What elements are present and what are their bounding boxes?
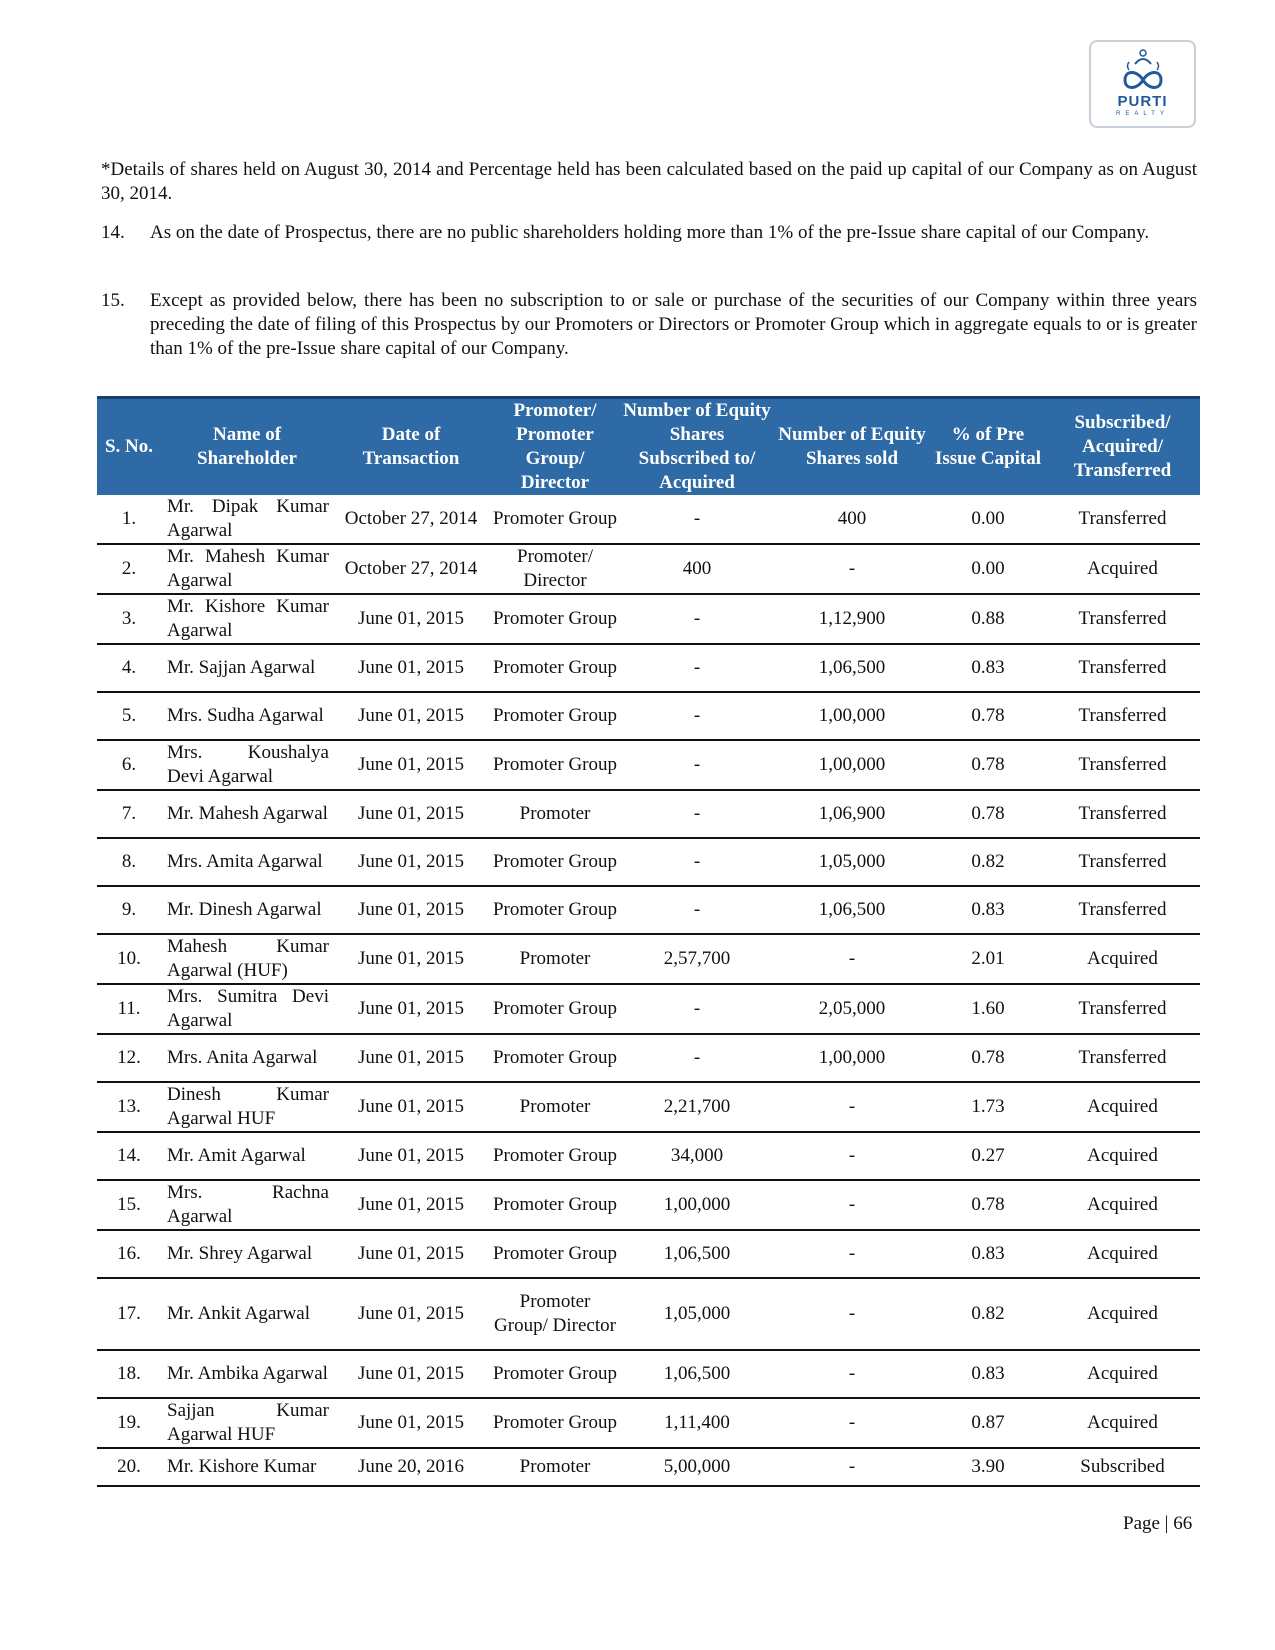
cell-shareholder-name: Mr. Kishore Kumar [161, 1448, 333, 1486]
cell-pre-issue-percent: 0.82 [931, 1278, 1045, 1350]
cell-transaction-type: Transferred [1045, 790, 1200, 838]
cell-shareholder-name: Mr. Dipak Kumar Agarwal [161, 495, 333, 544]
cell-shares-sold: 1,12,900 [773, 594, 931, 644]
cell-transaction-date: June 01, 2015 [333, 934, 489, 984]
cell-category: Promoter Group [489, 1398, 621, 1448]
cell-transaction-date: June 01, 2015 [333, 886, 489, 934]
cell-serial-no: 7. [97, 790, 161, 838]
cell-transaction-date: June 01, 2015 [333, 1034, 489, 1082]
cell-shares-acquired: - [621, 886, 773, 934]
cell-transaction-type: Transferred [1045, 495, 1200, 544]
table-row [97, 1082, 1200, 1132]
cell-shares-acquired: - [621, 495, 773, 544]
cell-transaction-type: Acquired [1045, 1398, 1200, 1448]
item-number: 14. [101, 222, 125, 243]
cell-category: Promoter Group/ Director [489, 1278, 621, 1350]
cell-shares-acquired: 5,00,000 [621, 1448, 773, 1486]
cell-shares-acquired: 2,21,700 [621, 1082, 773, 1132]
table-row [97, 692, 1200, 740]
table-row [97, 1180, 1200, 1230]
cell-transaction-date: June 01, 2015 [333, 1230, 489, 1278]
cell-category: Promoter Group [489, 740, 621, 790]
cell-transaction-type: Acquired [1045, 1230, 1200, 1278]
header-shareholder-name: Name of Shareholder [161, 398, 333, 496]
cell-shares-sold: 1,06,500 [773, 644, 931, 692]
cell-transaction-type: Transferred [1045, 984, 1200, 1034]
cell-shareholder-name: Mr. Kishore Kumar Agarwal [161, 594, 333, 644]
table-row [97, 838, 1200, 886]
cell-pre-issue-percent: 0.78 [931, 1034, 1045, 1082]
cell-shares-acquired: - [621, 594, 773, 644]
cell-serial-no: 14. [97, 1132, 161, 1180]
item-number: 15. [101, 290, 125, 311]
table-row [97, 594, 1200, 644]
logo-subtitle: REALTY [1116, 111, 1169, 117]
header-category: Promoter/ Promoter Group/ Director [489, 398, 621, 496]
cell-pre-issue-percent: 0.83 [931, 1230, 1045, 1278]
cell-transaction-type: Acquired [1045, 1180, 1200, 1230]
cell-shares-acquired: 1,05,000 [621, 1278, 773, 1350]
cell-shareholder-name: Sajjan Kumar Agarwal HUF [161, 1398, 333, 1448]
cell-transaction-date: June 01, 2015 [333, 1278, 489, 1350]
cell-serial-no: 17. [97, 1278, 161, 1350]
table-row [97, 886, 1200, 934]
cell-serial-no: 5. [97, 692, 161, 740]
cell-shares-acquired: 1,11,400 [621, 1398, 773, 1448]
cell-serial-no: 8. [97, 838, 161, 886]
table-row [97, 495, 1200, 544]
cell-shareholder-name: Dinesh Kumar Agarwal HUF [161, 1082, 333, 1132]
list-item-14 [101, 221, 1197, 269]
cell-transaction-date: June 20, 2016 [333, 1448, 489, 1486]
list-item-15 [101, 289, 1197, 361]
cell-shares-acquired: 2,57,700 [621, 934, 773, 984]
table-row [97, 644, 1200, 692]
cell-serial-no: 15. [97, 1180, 161, 1230]
cell-category: Promoter Group [489, 1230, 621, 1278]
cell-shares-sold: - [773, 1132, 931, 1180]
cell-serial-no: 4. [97, 644, 161, 692]
cell-transaction-type: Transferred [1045, 886, 1200, 934]
cell-category: Promoter Group [489, 495, 621, 544]
cell-shares-acquired: 400 [621, 544, 773, 594]
cell-shares-sold: - [773, 1350, 931, 1398]
cell-pre-issue-percent: 1.73 [931, 1082, 1045, 1132]
table-header-row [97, 398, 1200, 496]
cell-serial-no: 18. [97, 1350, 161, 1398]
header-transaction-type: Subscribed/ Acquired/ Transferred [1045, 398, 1200, 496]
cell-shareholder-name: Mr. Dinesh Agarwal [161, 886, 333, 934]
header-transaction-date: Date of Transaction [333, 398, 489, 496]
cell-transaction-date: June 01, 2015 [333, 594, 489, 644]
cell-shareholder-name: Mr. Sajjan Agarwal [161, 644, 333, 692]
cell-transaction-type: Acquired [1045, 1350, 1200, 1398]
cell-category: Promoter [489, 934, 621, 984]
cell-transaction-date: June 01, 2015 [333, 1180, 489, 1230]
footnote: *Details of shares held on August 30, 2014 and Percentage held has been calculated based on the paid up capital of our Company as on August 30, 2014. [101, 159, 1197, 204]
cell-shares-sold: 1,05,000 [773, 838, 931, 886]
cell-transaction-date: June 01, 2015 [333, 1132, 489, 1180]
cell-shares-sold: 1,06,500 [773, 886, 931, 934]
cell-shareholder-name: Mrs. Koushalya Devi Agarwal [161, 740, 333, 790]
cell-category: Promoter Group [489, 1180, 621, 1230]
cell-shares-acquired: 1,00,000 [621, 1180, 773, 1230]
cell-shareholder-name: Mr. Shrey Agarwal [161, 1230, 333, 1278]
purti-logo-icon [1115, 48, 1171, 92]
cell-pre-issue-percent: 0.87 [931, 1398, 1045, 1448]
table-row [97, 740, 1200, 790]
cell-transaction-date: June 01, 2015 [333, 1082, 489, 1132]
cell-transaction-type: Acquired [1045, 544, 1200, 594]
header-pre-issue-percent: % of Pre Issue Capital [931, 398, 1045, 496]
cell-shares-sold: - [773, 1082, 931, 1132]
cell-category: Promoter Group [489, 984, 621, 1034]
cell-transaction-type: Transferred [1045, 740, 1200, 790]
table-row [97, 1230, 1200, 1278]
company-logo [1089, 40, 1196, 128]
cell-shares-sold: 400 [773, 495, 931, 544]
cell-shares-acquired: - [621, 1034, 773, 1082]
cell-transaction-type: Acquired [1045, 1278, 1200, 1350]
table-row [97, 1350, 1200, 1398]
cell-shares-sold: 1,00,000 [773, 1034, 931, 1082]
table-row [97, 790, 1200, 838]
cell-shares-sold: - [773, 934, 931, 984]
cell-pre-issue-percent: 0.78 [931, 740, 1045, 790]
logo-brand: PURTI [1117, 93, 1168, 110]
cell-shares-sold: - [773, 1278, 931, 1350]
cell-transaction-type: Acquired [1045, 1132, 1200, 1180]
table-row [97, 1448, 1200, 1486]
cell-shares-acquired: 1,06,500 [621, 1350, 773, 1398]
shareholder-transactions-table [97, 396, 1200, 1487]
table-row [97, 984, 1200, 1034]
cell-category: Promoter Group [489, 886, 621, 934]
cell-serial-no: 6. [97, 740, 161, 790]
cell-shares-sold: - [773, 1180, 931, 1230]
cell-pre-issue-percent: 0.00 [931, 544, 1045, 594]
cell-shares-acquired: 34,000 [621, 1132, 773, 1180]
cell-shares-sold: 1,00,000 [773, 692, 931, 740]
cell-shares-acquired: - [621, 838, 773, 886]
cell-serial-no: 13. [97, 1082, 161, 1132]
cell-transaction-date: June 01, 2015 [333, 838, 489, 886]
cell-shares-sold: - [773, 1398, 931, 1448]
cell-category: Promoter Group [489, 1350, 621, 1398]
cell-shareholder-name: Mrs. Amita Agarwal [161, 838, 333, 886]
cell-category: Promoter Group [489, 838, 621, 886]
cell-category: Promoter Group [489, 644, 621, 692]
cell-transaction-type: Transferred [1045, 1034, 1200, 1082]
table-row [97, 934, 1200, 984]
table-row [97, 544, 1200, 594]
cell-serial-no: 1. [97, 495, 161, 544]
cell-serial-no: 16. [97, 1230, 161, 1278]
cell-shares-sold: - [773, 544, 931, 594]
cell-transaction-type: Transferred [1045, 692, 1200, 740]
cell-shareholder-name: Mr. Mahesh Agarwal [161, 790, 333, 838]
header-shares-acquired: Number of Equity Shares Subscribed to/ Acquired [621, 398, 773, 496]
table-row [97, 1278, 1200, 1350]
cell-pre-issue-percent: 0.27 [931, 1132, 1045, 1180]
cell-transaction-date: October 27, 2014 [333, 495, 489, 544]
cell-shareholder-name: Mrs. Sumitra Devi Agarwal [161, 984, 333, 1034]
cell-category: Promoter Group [489, 1034, 621, 1082]
cell-shares-sold: 1,00,000 [773, 740, 931, 790]
cell-transaction-type: Transferred [1045, 644, 1200, 692]
cell-shareholder-name: Mahesh Kumar Agarwal (HUF) [161, 934, 333, 984]
cell-transaction-type: Subscribed [1045, 1448, 1200, 1486]
cell-shares-sold: - [773, 1448, 931, 1486]
cell-serial-no: 2. [97, 544, 161, 594]
header-shares-sold: Number of Equity Shares sold [773, 398, 931, 496]
cell-transaction-type: Acquired [1045, 934, 1200, 984]
cell-category: Promoter Group [489, 594, 621, 644]
cell-serial-no: 3. [97, 594, 161, 644]
cell-transaction-date: June 01, 2015 [333, 1398, 489, 1448]
cell-shares-acquired: - [621, 692, 773, 740]
cell-shares-sold: 1,06,900 [773, 790, 931, 838]
cell-transaction-date: June 01, 2015 [333, 740, 489, 790]
cell-shares-acquired: 1,06,500 [621, 1230, 773, 1278]
table-row [97, 1132, 1200, 1180]
table-row [97, 1034, 1200, 1082]
cell-pre-issue-percent: 0.00 [931, 495, 1045, 544]
cell-pre-issue-percent: 3.90 [931, 1448, 1045, 1486]
cell-transaction-date: June 01, 2015 [333, 1350, 489, 1398]
cell-pre-issue-percent: 0.88 [931, 594, 1045, 644]
cell-serial-no: 12. [97, 1034, 161, 1082]
item-text: As on the date of Prospectus, there are no public shareholders holding more than 1% of the pre-Issue share capital of our Company. [150, 222, 1150, 243]
cell-serial-no: 11. [97, 984, 161, 1034]
page-number: Page | 66 [1123, 1513, 1193, 1534]
cell-shareholder-name: Mrs. Rachna Agarwal [161, 1180, 333, 1230]
cell-category: Promoter [489, 790, 621, 838]
cell-category: Promoter/ Director [489, 544, 621, 594]
cell-pre-issue-percent: 0.82 [931, 838, 1045, 886]
cell-pre-issue-percent: 0.83 [931, 886, 1045, 934]
cell-shareholder-name: Mr. Mahesh Kumar Agarwal [161, 544, 333, 594]
cell-serial-no: 9. [97, 886, 161, 934]
cell-transaction-type: Acquired [1045, 1082, 1200, 1132]
cell-transaction-date: October 27, 2014 [333, 544, 489, 594]
cell-pre-issue-percent: 0.83 [931, 1350, 1045, 1398]
cell-pre-issue-percent: 2.01 [931, 934, 1045, 984]
cell-category: Promoter [489, 1448, 621, 1486]
cell-transaction-type: Transferred [1045, 838, 1200, 886]
cell-transaction-date: June 01, 2015 [333, 692, 489, 740]
cell-pre-issue-percent: 1.60 [931, 984, 1045, 1034]
cell-category: Promoter [489, 1082, 621, 1132]
cell-shareholder-name: Mr. Ankit Agarwal [161, 1278, 333, 1350]
cell-shares-sold: - [773, 1230, 931, 1278]
cell-shares-sold: 2,05,000 [773, 984, 931, 1034]
cell-pre-issue-percent: 0.78 [931, 1180, 1045, 1230]
cell-transaction-date: June 01, 2015 [333, 984, 489, 1034]
cell-shareholder-name: Mrs. Anita Agarwal [161, 1034, 333, 1082]
cell-shareholder-name: Mr. Ambika Agarwal [161, 1350, 333, 1398]
header-serial-no: S. No. [97, 398, 161, 496]
cell-serial-no: 19. [97, 1398, 161, 1448]
cell-transaction-date: June 01, 2015 [333, 790, 489, 838]
cell-shares-acquired: - [621, 644, 773, 692]
cell-pre-issue-percent: 0.78 [931, 790, 1045, 838]
cell-serial-no: 20. [97, 1448, 161, 1486]
table-row [97, 1398, 1200, 1448]
cell-category: Promoter Group [489, 1132, 621, 1180]
cell-shareholder-name: Mr. Amit Agarwal [161, 1132, 333, 1180]
cell-shares-acquired: - [621, 790, 773, 838]
cell-pre-issue-percent: 0.78 [931, 692, 1045, 740]
cell-pre-issue-percent: 0.83 [931, 644, 1045, 692]
cell-shares-acquired: - [621, 740, 773, 790]
cell-shareholder-name: Mrs. Sudha Agarwal [161, 692, 333, 740]
cell-category: Promoter Group [489, 692, 621, 740]
cell-shares-acquired: - [621, 984, 773, 1034]
cell-serial-no: 10. [97, 934, 161, 984]
cell-transaction-date: June 01, 2015 [333, 644, 489, 692]
item-text: Except as provided below, there has been no subscription to or sale or purchase of the securities of our Company within three years preceding the date of filing of this Prospectus by our Promoters or Directors or Promoter Group which in aggregate equals to or is greater than 1% of the pre-Issue share capital of our Company. [150, 290, 1197, 359]
cell-transaction-type: Transferred [1045, 594, 1200, 644]
